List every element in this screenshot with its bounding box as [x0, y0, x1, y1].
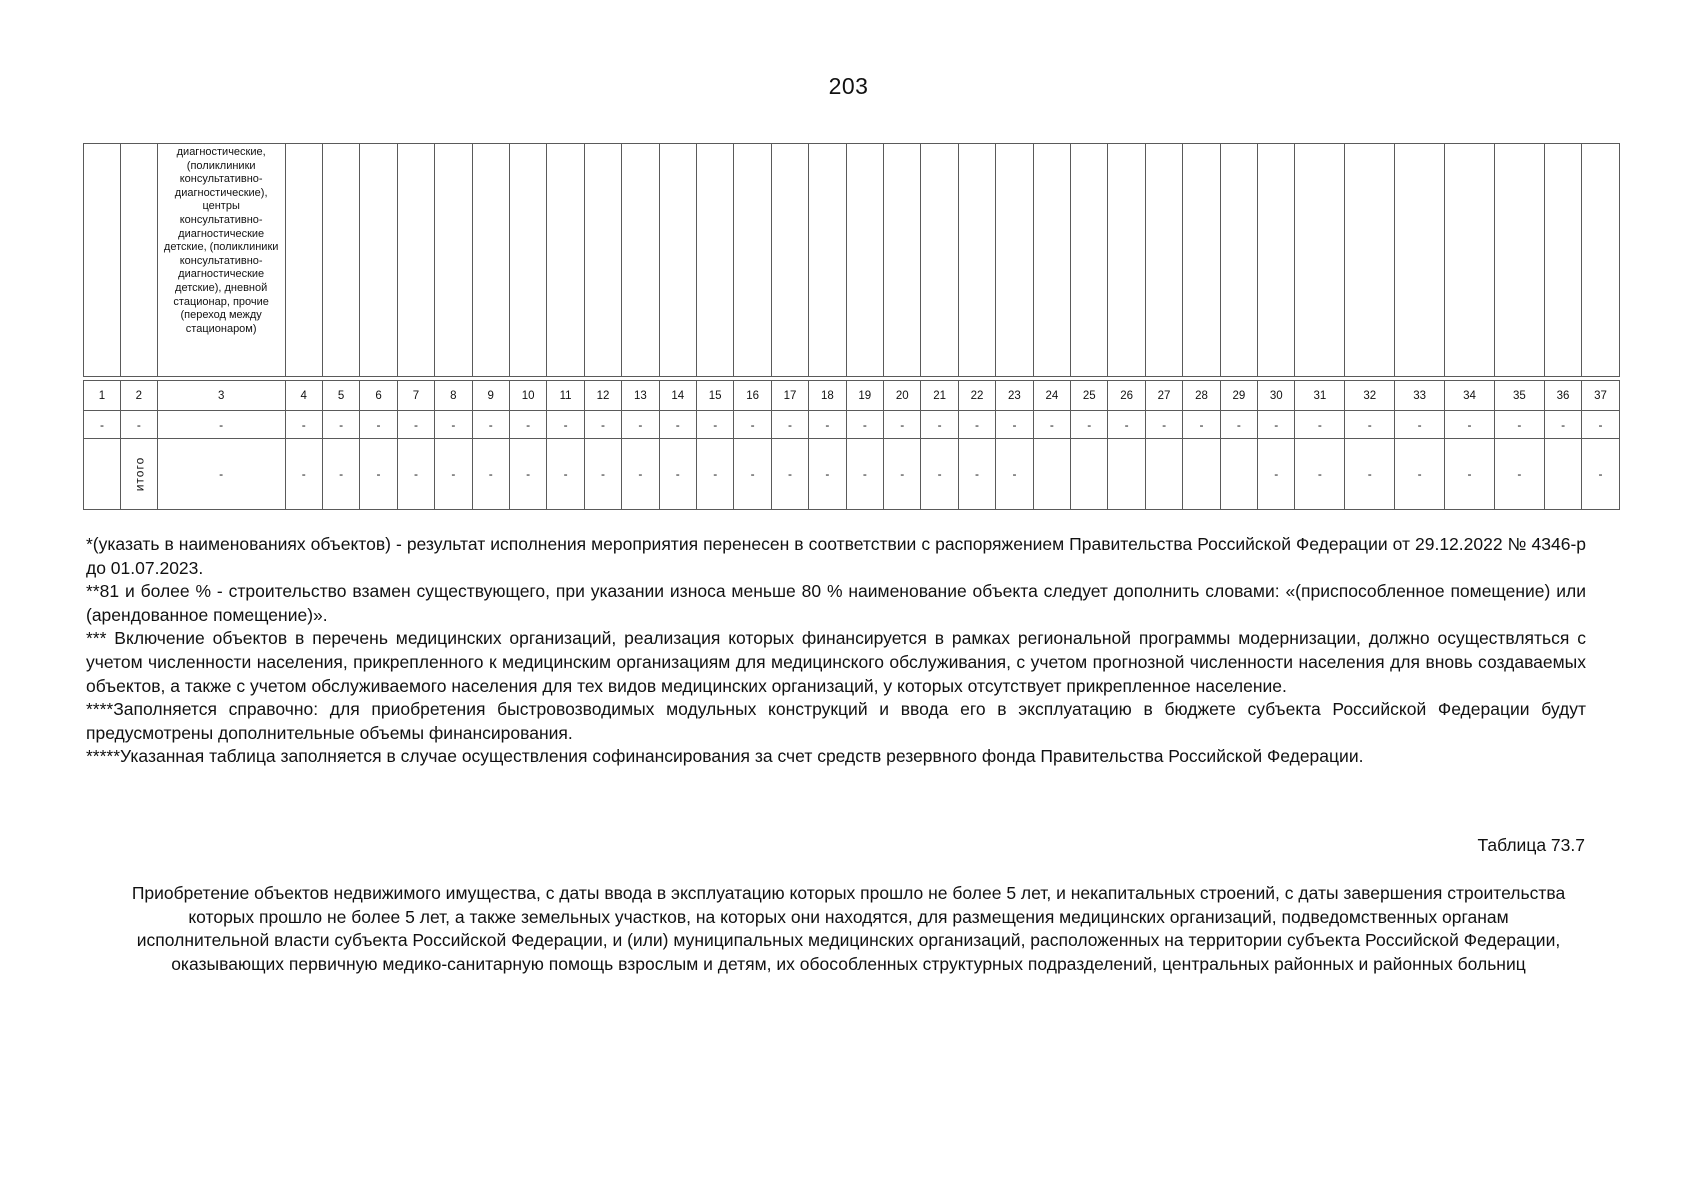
table-cell	[809, 144, 846, 377]
table-cell: -	[622, 411, 659, 439]
table-cell	[1295, 144, 1345, 377]
table-cell	[884, 144, 921, 377]
table-cell: -	[1295, 439, 1345, 510]
table-cell: -	[622, 439, 659, 510]
table-cell: -	[1295, 411, 1345, 439]
table-cell	[659, 144, 696, 377]
column-number-row	[84, 381, 1620, 411]
table-cell: -	[809, 411, 846, 439]
total-label: итого	[131, 456, 146, 492]
table-cell	[996, 144, 1033, 377]
table-cell	[846, 144, 883, 377]
table-cell: -	[771, 439, 808, 510]
table-cell	[1033, 439, 1070, 510]
table-cell	[322, 144, 359, 377]
table-cell: -	[1220, 411, 1257, 439]
column-number-cell: 29	[1220, 381, 1257, 411]
table-cell	[771, 144, 808, 377]
table-cell	[1071, 439, 1108, 510]
column-number-cell: 10	[509, 381, 546, 411]
table-cell: -	[472, 411, 509, 439]
table-cell: -	[322, 439, 359, 510]
total-label-cell	[120, 439, 157, 510]
table-cell	[958, 144, 995, 377]
column-number-cell: 12	[584, 381, 621, 411]
table-cell	[1145, 439, 1182, 510]
table-cell: -	[846, 411, 883, 439]
column-number-cell: 13	[622, 381, 659, 411]
table-cell	[285, 144, 322, 377]
table-cell: -	[584, 411, 621, 439]
column-number-cell: 31	[1295, 381, 1345, 411]
table-caption: Таблица 73.7	[1477, 835, 1585, 855]
column-number-cell: 23	[996, 381, 1033, 411]
column-number-cell: 11	[547, 381, 584, 411]
column-number-cell: 27	[1145, 381, 1182, 411]
objects-table-container	[83, 143, 1619, 510]
table-cell: -	[734, 411, 771, 439]
table-cell	[1445, 144, 1495, 377]
footnote-2: **81 и более % - строительство взамен существующего, при указании износа меньше 80 % наименование объекта следует дополнить словами: «(приспособленное помещение) или (арендованное помещение)».	[86, 581, 1586, 625]
table-cell	[696, 144, 733, 377]
table-cell	[1033, 144, 1070, 377]
table-cell: -	[696, 439, 733, 510]
column-number-cell: 15	[696, 381, 733, 411]
table-cell	[1145, 144, 1182, 377]
column-number-cell: 28	[1183, 381, 1220, 411]
column-number-cell: 24	[1033, 381, 1070, 411]
column-number-cell: 36	[1544, 381, 1581, 411]
table-cell: -	[1582, 439, 1619, 510]
table-cell: -	[157, 439, 285, 510]
table-cell: -	[921, 439, 958, 510]
column-number-cell: 25	[1071, 381, 1108, 411]
table-cell: -	[996, 439, 1033, 510]
objects-table	[83, 143, 1620, 510]
object-type-cell: диагностические, (поликлиники консультативно-диагностические), центры консультативно-диагностические детские, (поликлиники консультативно-диагностические детские), дневной стационар, прочие (переход между стационаром)	[157, 144, 285, 377]
column-number-cell: 8	[435, 381, 472, 411]
table-cell: -	[1445, 411, 1495, 439]
table-cell	[1183, 439, 1220, 510]
footnote-4: ****Заполняется справочно: для приобретения быстровозводимых модульных конструкций и ввода его в эксплуатацию в бюджете субъекта Российской Федерации будут предусмотрены дополнительные объемы финансирования.	[86, 699, 1586, 743]
table-cell: -	[84, 411, 121, 439]
column-number-cell: 1	[84, 381, 121, 411]
table-cell	[622, 144, 659, 377]
table-cell	[1071, 144, 1108, 377]
table-cell	[1544, 144, 1581, 377]
table-cell: -	[120, 411, 157, 439]
table-cell: -	[958, 439, 995, 510]
table-cell: -	[1033, 411, 1070, 439]
table-cell	[435, 144, 472, 377]
table-cell	[472, 144, 509, 377]
table-cell	[1494, 144, 1544, 377]
table-cell: -	[547, 439, 584, 510]
table-cell	[1108, 439, 1145, 510]
column-number-cell: 26	[1108, 381, 1145, 411]
table-cell: -	[509, 411, 546, 439]
column-number-cell: 34	[1445, 381, 1495, 411]
column-number-cell: 4	[285, 381, 322, 411]
table-cell	[360, 144, 397, 377]
table-cell: -	[1145, 411, 1182, 439]
column-number-cell: 32	[1345, 381, 1395, 411]
table-cell: -	[771, 411, 808, 439]
table-cell: -	[884, 411, 921, 439]
table-cell: -	[360, 411, 397, 439]
table-cell	[1395, 144, 1445, 377]
footnotes	[86, 533, 1586, 769]
table-cell	[1544, 439, 1581, 510]
column-number-cell: 7	[397, 381, 434, 411]
table-cell: -	[157, 411, 285, 439]
table-cell: -	[1258, 439, 1295, 510]
column-number-cell: 17	[771, 381, 808, 411]
table-cell	[120, 144, 157, 377]
table-cell	[1582, 144, 1619, 377]
table-cell: -	[1445, 439, 1495, 510]
table-cell: -	[285, 439, 322, 510]
column-number-cell: 30	[1258, 381, 1295, 411]
column-number-cell: 20	[884, 381, 921, 411]
table-cell	[1220, 144, 1257, 377]
column-number-cell: 5	[322, 381, 359, 411]
total-row	[84, 439, 1620, 510]
table-cell: -	[1071, 411, 1108, 439]
table-cell	[1108, 144, 1145, 377]
table-header-row	[84, 144, 1620, 377]
table-cell: -	[584, 439, 621, 510]
column-number-cell: 19	[846, 381, 883, 411]
table-cell: -	[921, 411, 958, 439]
table-cell: -	[1345, 411, 1395, 439]
column-number-cell: 6	[360, 381, 397, 411]
table-cell: -	[884, 439, 921, 510]
table-cell: -	[659, 411, 696, 439]
table-cell: -	[360, 439, 397, 510]
document-title: Приобретение объектов недвижимого имущества, с даты ввода в эксплуатацию которых прошло не более 5 лет, и некапитальных строений, с даты завершения строительства которых прошло не более 5 лет, а также земельных участков, на которых они находятся, для размещения медицинских организаций, подведомственных органам исполнительной власти субъекта Российской Федерации, и (или) муниципальных медицинских организаций, расположенных на территории субъекта Российской Федерации, оказывающих первичную медико-санитарную помощь взрослым и детям, их обособленных структурных подразделений, центральных районных и районных больниц	[131, 883, 1566, 974]
table-cell: -	[1582, 411, 1619, 439]
table-cell	[397, 144, 434, 377]
table-cell	[509, 144, 546, 377]
footnote-3: *** Включение объектов в перечень медицинских организаций, реализация которых финансируется в рамках региональной программы модернизации, должно осуществляться с учетом численности населения, прикрепленного к медицинским организациям для медицинского обслуживания, с учетом прогнозной численности населения для вновь создаваемых объектов, а также с учетом обслуживаемого населения для тех видов медицинских организаций, у которых отсутствует прикрепленное население.	[86, 628, 1586, 696]
table-cell	[84, 144, 121, 377]
table-cell	[734, 144, 771, 377]
column-number-cell: 3	[157, 381, 285, 411]
table-cell: -	[397, 411, 434, 439]
table-cell: -	[322, 411, 359, 439]
column-number-cell: 35	[1494, 381, 1544, 411]
table-cell	[1258, 144, 1295, 377]
column-number-cell: 9	[472, 381, 509, 411]
table-cell	[584, 144, 621, 377]
table-cell: -	[1345, 439, 1395, 510]
table-cell	[547, 144, 584, 377]
table-cell: -	[734, 439, 771, 510]
column-number-cell: 37	[1582, 381, 1619, 411]
column-number-cell: 14	[659, 381, 696, 411]
table-cell: -	[696, 411, 733, 439]
footnote-5: *****Указанная таблица заполняется в случае осуществления софинансирования за счет средств резервного фонда Правительства Российской Федерации.	[86, 746, 1364, 767]
table-cell: -	[846, 439, 883, 510]
table-cell: -	[472, 439, 509, 510]
table-cell: -	[509, 439, 546, 510]
table-cell	[1183, 144, 1220, 377]
table-cell	[1345, 144, 1395, 377]
table-cell: -	[547, 411, 584, 439]
table-cell: -	[435, 439, 472, 510]
column-number-cell: 16	[734, 381, 771, 411]
table-cell: -	[996, 411, 1033, 439]
table-cell: -	[1494, 439, 1544, 510]
column-number-cell: 18	[809, 381, 846, 411]
page-number: 203	[828, 73, 869, 99]
table-cell: -	[1258, 411, 1295, 439]
table-cell: -	[659, 439, 696, 510]
table-cell: -	[1183, 411, 1220, 439]
table-cell: -	[1395, 411, 1445, 439]
table-cell	[1220, 439, 1257, 510]
column-number-cell: 21	[921, 381, 958, 411]
table-cell: -	[958, 411, 995, 439]
table-cell: -	[1395, 439, 1445, 510]
table-cell: -	[285, 411, 322, 439]
table-cell: -	[1494, 411, 1544, 439]
footnote-1: *(указать в наименованиях объектов) - результат исполнения мероприятия перенесен в соответствии с распоряжением Правительства Российской Федерации от 29.12.2022 № 4346-р до 01.07.2023.	[86, 534, 1586, 578]
column-number-cell: 2	[120, 381, 157, 411]
table-row	[84, 411, 1620, 439]
table-cell	[921, 144, 958, 377]
table-cell: -	[809, 439, 846, 510]
table-cell: -	[397, 439, 434, 510]
column-number-cell: 22	[958, 381, 995, 411]
table-cell: -	[1544, 411, 1581, 439]
table-cell: -	[1108, 411, 1145, 439]
column-number-cell: 33	[1395, 381, 1445, 411]
table-cell	[84, 439, 121, 510]
table-cell: -	[435, 411, 472, 439]
